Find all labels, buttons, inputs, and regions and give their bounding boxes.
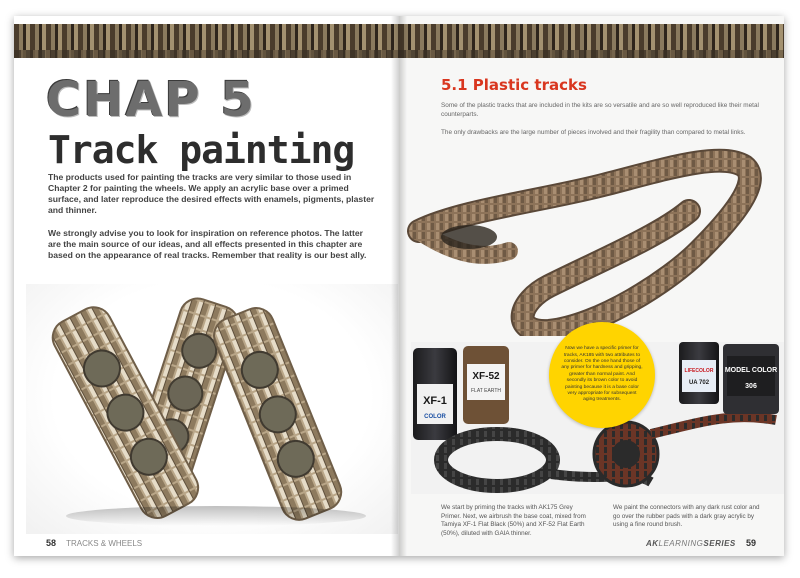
page-number-right: 59 (745, 538, 756, 548)
left-page (14, 16, 399, 556)
jar-3-label: UA 702 (688, 380, 710, 386)
series-name: AKLEARNINGSERIES (645, 539, 736, 548)
chapter-title: Track painting (48, 128, 355, 172)
primer-info-bubble (549, 322, 655, 428)
caption-connectors: We paint the connectors with any dark rust color and go over the rubber pads with a dark gray acrylic by using a fine round brush. (613, 504, 760, 529)
intro-paragraph-1: The products used for painting the tracks are very similar to those used in Chapter 2 for painting the wheels. We apply an acrylic base over a primed surface, and later reproduce the desired effects with enamels, pigments, plaster and thinner. (48, 172, 375, 215)
chapter-label: CHAP 5 (46, 72, 256, 128)
caption-priming: We start by priming the tracks with AK175 Grey Primer. Next, we airbrush the base coat, mixed from Tamiya XF-1 Flat Black (50%) and XF-52 Flat Earth (50%), diluted with GAIA thinner. (441, 504, 586, 537)
section-paragraph-1: Some of the plastic tracks that are included in the kits are so versatile and are so well reproduced like their metal counterparts. (441, 102, 759, 118)
book-spread (14, 16, 784, 556)
painted-tracks-photo (26, 284, 398, 534)
right-page (399, 16, 784, 556)
bubble-text: Now we have a specific primer for tracks, AK185 with two attributes to consider. On the one hand those of any primer for hardness and gripping, greater than normal paint. And secondly its brown color to avoid painting because it is a base color very appropriate for subsequent aging treatments. (561, 346, 643, 403)
jar-4-sublabel: 306 (745, 383, 757, 390)
jar-2-sublabel: FLAT EARTH (470, 388, 502, 394)
section-title: 5.1 Plastic tracks (441, 76, 587, 94)
running-header: TRACKS & WHEELS (66, 539, 143, 548)
intro-paragraph-2: We strongly advise you to look for inspiration on reference photos. The latter are the main source of our ideas, and all effects presented in this chapter are based on the appearance of real tracks. Remember that reality is our best ally. (48, 228, 367, 260)
jar-2-label: XF-52 (472, 371, 500, 382)
right-folio (646, 538, 756, 548)
jar-1-label: XF-1 (423, 395, 447, 407)
jar-4-label: MODEL COLOR (724, 367, 778, 374)
jar-3-sublabel: LIFECOLOR (684, 368, 714, 374)
section-paragraph-2: The only drawbacks are the large number of pieces involved and their fragility than compared to metal links. (441, 129, 746, 136)
jar-1-sublabel: COLOR (424, 414, 446, 420)
plastic-tracks-photo (399, 141, 784, 336)
page-number-left: 58 (46, 538, 57, 548)
left-folio (46, 538, 142, 548)
track-banner-left (14, 24, 399, 58)
track-banner-right (399, 24, 784, 58)
